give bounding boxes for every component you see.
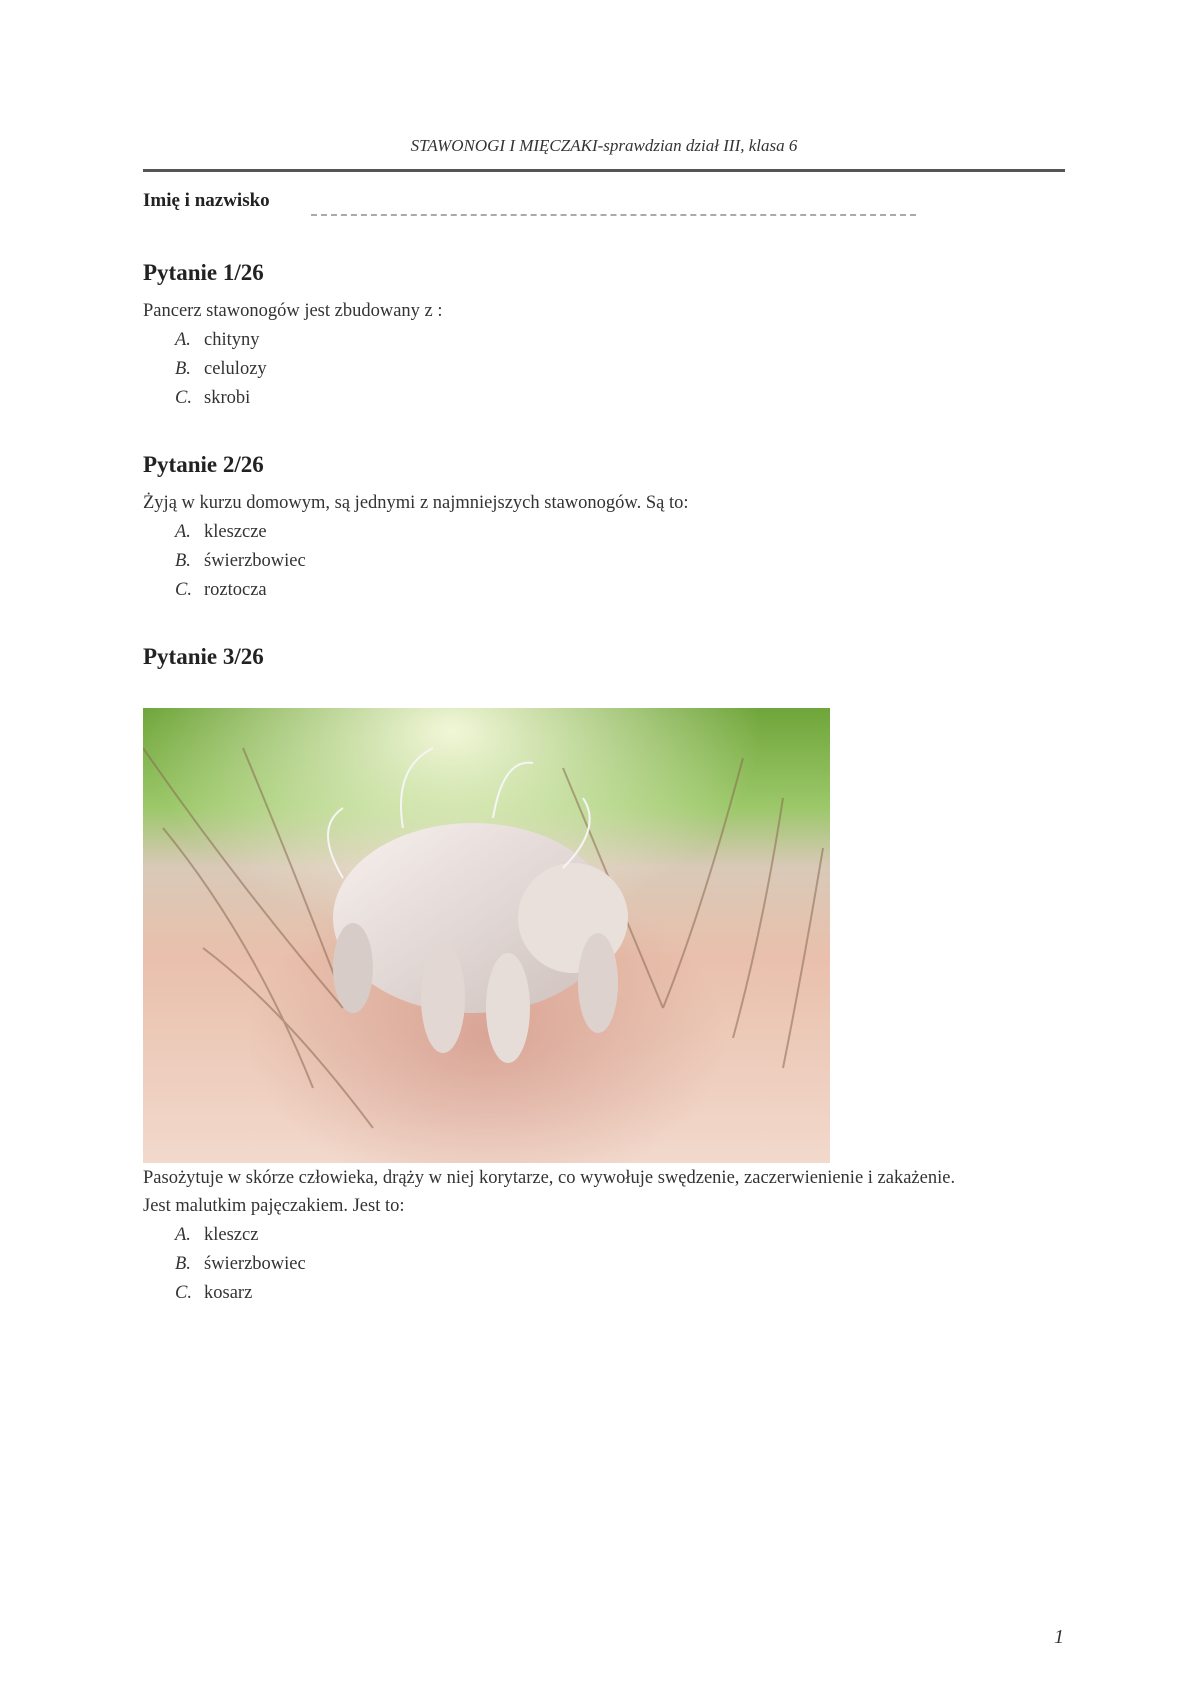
answer-text: świerzbowiec xyxy=(204,1254,306,1274)
question-3-header xyxy=(143,644,1065,670)
question-text: Żyją w kurzu domowym, są jednymi z najmniejszych stawonogów. Są to: xyxy=(143,493,689,513)
name-field-row xyxy=(143,188,1065,218)
answer-letter: C. xyxy=(175,580,192,600)
answer-letter: B. xyxy=(175,359,191,379)
question-text: Pancerz stawonogów jest zbudowany z : xyxy=(143,301,443,321)
answer-text: celulozy xyxy=(204,359,267,379)
answer-option-b[interactable] xyxy=(143,551,1065,580)
answer-option-c[interactable] xyxy=(143,1283,1065,1312)
answer-text: kleszcze xyxy=(204,522,267,542)
answer-letter: A. xyxy=(175,330,191,350)
answer-option-b[interactable] xyxy=(143,359,1065,388)
question-text-line-2: Jest malutkim pajęczakiem. Jest to: xyxy=(143,1196,405,1216)
answer-letter: C. xyxy=(175,1283,192,1303)
answer-letter: B. xyxy=(175,551,191,571)
answer-letter: B. xyxy=(175,1254,191,1274)
question-title: Pytanie 1/26 xyxy=(143,260,264,285)
answer-text: roztocza xyxy=(204,580,267,600)
answer-text: kosarz xyxy=(204,1283,253,1303)
answer-option-c[interactable] xyxy=(143,388,1065,417)
answer-letter: A. xyxy=(175,1225,191,1245)
answer-list xyxy=(143,330,1065,417)
question-title: Pytanie 3/26 xyxy=(143,644,264,669)
answer-option-a[interactable] xyxy=(143,330,1065,359)
question-3-body xyxy=(143,1164,1065,1312)
question-text-line-1: Pasożytuje w skórze człowieka, drąży w niej korytarze, co wywołuje swędzenie, zaczerwienienie i zakażenie. xyxy=(143,1168,956,1188)
answer-option-a[interactable] xyxy=(143,522,1065,551)
name-blank-line[interactable] xyxy=(311,214,916,216)
question-title: Pytanie 2/26 xyxy=(143,452,264,477)
answer-text: świerzbowiec xyxy=(204,551,306,571)
answer-text: chityny xyxy=(204,330,260,350)
mite-on-skin-image xyxy=(143,708,830,1163)
answer-letter: A. xyxy=(175,522,191,542)
answer-letter: C. xyxy=(175,388,192,408)
answer-text: skrobi xyxy=(204,388,251,408)
answer-list xyxy=(143,522,1065,609)
name-field-label: Imię i nazwisko xyxy=(143,190,270,211)
page-number: 1 xyxy=(1054,1626,1064,1648)
answer-text: kleszcz xyxy=(204,1225,259,1245)
answer-option-b[interactable] xyxy=(143,1254,1065,1283)
document-header-title: STAWONOGI I MIĘCZAKI-sprawdzian dział III, klasa 6 xyxy=(410,136,798,155)
answer-option-a[interactable] xyxy=(143,1225,1065,1254)
answer-option-c[interactable] xyxy=(143,580,1065,609)
question-2 xyxy=(143,452,1065,609)
answer-list xyxy=(143,1225,1065,1312)
header-divider xyxy=(143,169,1065,172)
question-1 xyxy=(143,260,1065,417)
